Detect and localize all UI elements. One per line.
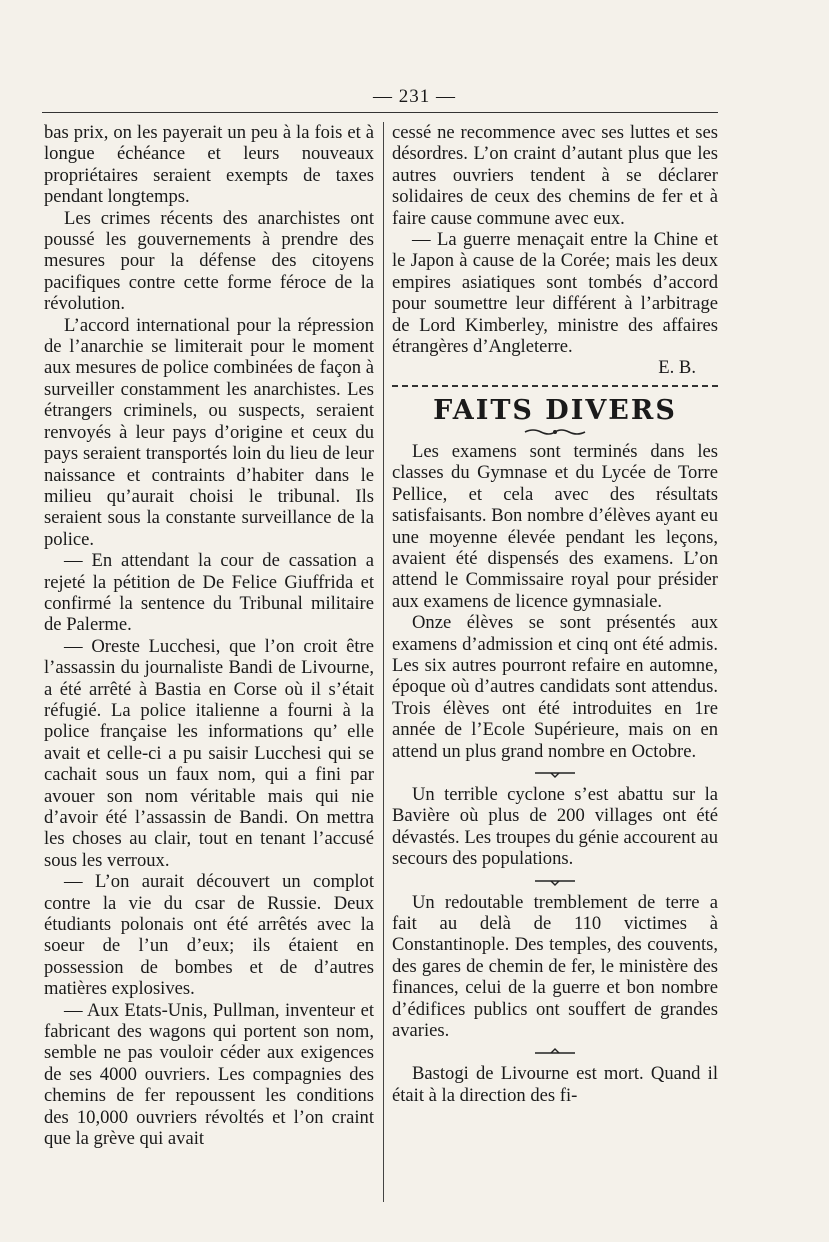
flourish-ornament-icon [523,427,587,437]
separator-ornament-icon [533,768,577,778]
signature: E. B. [658,357,696,379]
column-divider [383,122,384,1202]
paragraph: — En attendant la cour de cassation a rejeté la pétition de De Felice Giuffrida et confirmé la sentence du Tribunal militaire de Palerme. [44,550,374,636]
paragraph: Onze élèves se sont présentés aux examens d’admission et cinq ont été admis. Les six autres pourront refaire en automne, époque où d’autres candidats sont attendus. Trois élèves ont été introduites en 1re année de l’Ecole Supérieure, mais on en attend un plus grand nombre en Octobre. [392,612,718,762]
section-title: FAITS DIVERS [433,394,677,426]
paragraph: — L’on aurait découvert un complot contre la vie du csar de Russie. Deux étudiants polonais ont été arrêtés avec la soeur de l’un d’eux; ils étaient en possession de bombes et de d’autres matières explosives. [44,871,374,1000]
separator-ornament-icon [533,876,577,886]
right-column [392,122,718,1106]
paragraph: Un redoutable tremblement de terre a fait au delà de 110 victimes à Constantinople. Des temples, des couvents, des gares de chemin de fer, le ministère des finances, celui de la guerre et bon nombre d’édifices publics ont souffert de grandes avaries. [392,891,718,1042]
header-rule [42,112,718,113]
left-column [44,122,374,1150]
paragraph: — Oreste Lucchesi, que l’on croit être l’assassin du journaliste Bandi de Livourne, a été arrêté à Bastia en Corse où il s’était réfugié. La police italienne a fourni à la police française les informations qu’ elle avait et celle-ci a pu saisir Lucchesi qui se cachait sous un faux nom, qui a fini par avouer son nom véritable mais qui nie d’avoir été l’assassin de Bandi. On mettra les choses au clair, tout en tenant l’accusé sous les verroux. [44,635,374,871]
paragraph: — Aux Etats-Unis, Pullman, inventeur et fabricant des wagons qui portent son nom, semble ne pas vouloir céder aux exigences de ses 4000 ouvriers. Les compagnies des chemins de fer repoussent les conditions des 10,000 ouvriers révoltés et l’on craint que la grève qui avait [44,999,374,1150]
paragraph: cessé ne recommence avec ses luttes et ses désordres. L’on craint d’autant plus que les autres ouvriers tendent à se déclarer solidaires de ceux des chemins de fer et à faire cause commune avec eux. [392,122,718,229]
paragraph: Les examens sont terminés dans les classes du Gymnase et du Lycée de Torre Pellice, et cela avec des résultats satisfaisants. Bon nombre d’élèves ayant eu une moyenne élevée pendant les leçons, avaient été dispensés des examens. L’on attend le Commissaire royal pour présider aux examens de licence gymnasiale. [392,440,718,612]
section-separator [392,385,718,387]
paragraph: L’accord international pour la répression de l’anarchie se limiterait pour le moment aux mesures de police combinées de façon à surveiller constamment les anarchistes. Les étrangers criminels, ou suspects, seraient renvoyés à leur pays d’origine et ceux du pays seraient transportés loin du lieu de leur naissance et contraints d’habiter dans le milieu qu’aurait choisi le tribunal. Ils seraient sous la constante surveillance de la police. [44,314,374,550]
separator-ornament-icon [533,1047,577,1057]
paragraph: bas prix, on les payerait un peu à la fois et à longue échéance et leurs nouveaux propriétaires seraient exempts de taxes pendant longtemps. [44,122,374,208]
paragraph: Les crimes récents des anarchistes ont poussé les gouvernements à prendre des mesures pour la défense des citoyens pacifiques contre cette forme féroce de la révolution. [44,207,374,315]
paragraph: Un terrible cyclone s’est abattu sur la Bavière où plus de 200 villages ont été dévastés. Les troupes du génie accourent au secours des populations. [392,783,718,870]
paragraph: — La guerre menaçait entre la Chine et le Japon à cause de la Corée; mais les deux empires asiatiques sont tombés d’accord pour soumettre leur différent à l’arbitrage de Lord Kimberley, ministre des affaires étrangères d’Angleterre. [392,229,718,358]
paragraph: Bastogi de Livourne est mort. Quand il était à la direction des fi- [392,1063,718,1106]
page-number: — 231 — [373,86,456,107]
